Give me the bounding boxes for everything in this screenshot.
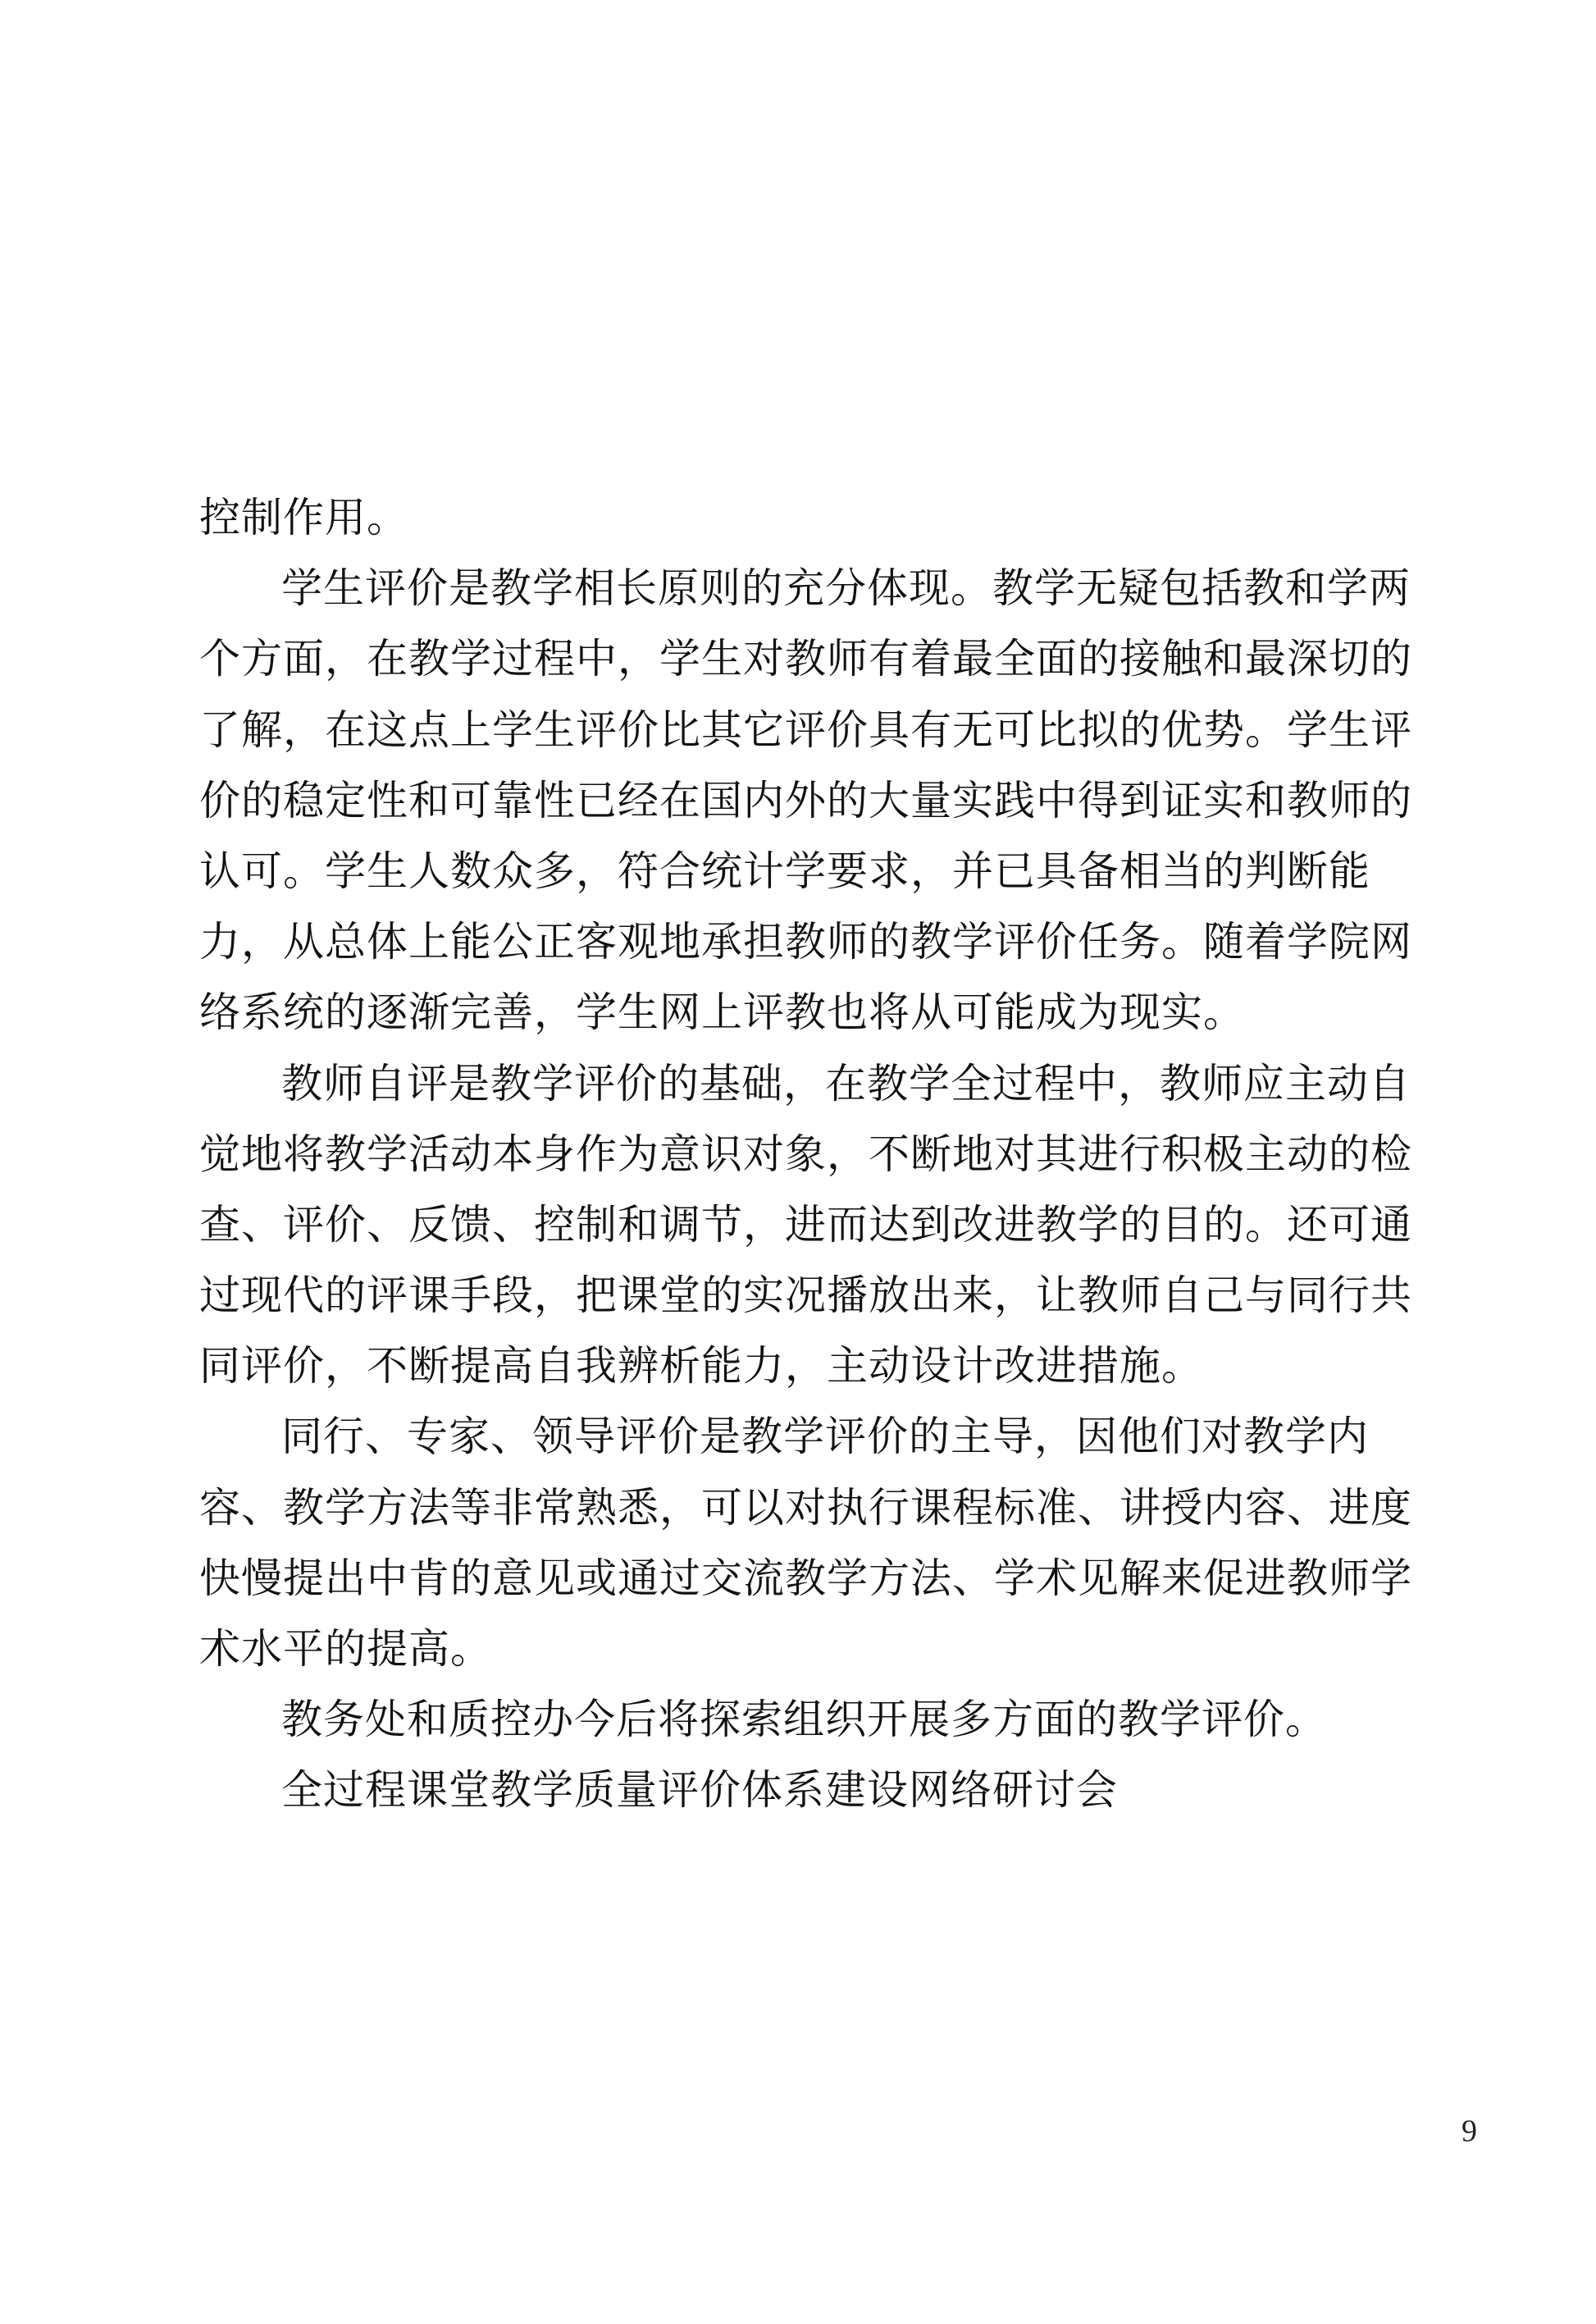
text-line: 快慢提出中肯的意见或通过交流教学方法、学术见解来促进教师学 (199, 1554, 1412, 1602)
text-line: 个方面，在教学过程中，学生对教师有着最全面的接触和最深切的 (199, 635, 1412, 683)
text-line: 术水平的提高。 (199, 1625, 492, 1673)
text-line: 教师自评是教学评价的基础，在教学全过程中，教师应主动自 (281, 1059, 1411, 1107)
text-line: 力，从总体上能公正客观地承担教师的教学评价任务。随着学院网 (199, 918, 1412, 966)
text-line: 教务处和质控办今后将探索组织开展多方面的教学评价。 (281, 1696, 1327, 1744)
text-line: 了解，在这点上学生评价比其它评价具有无可比拟的优势。学生评 (199, 705, 1412, 754)
text-line: 价的稳定性和可靠性已经在国内外的大量实践中得到证实和教师的 (199, 776, 1412, 824)
text-line: 过现代的评课手段，把课堂的实况播放出来，让教师自己与同行共 (199, 1272, 1412, 1320)
text-line: 同行、专家、领导评价是教学评价的主导，因他们对教学内 (281, 1413, 1369, 1461)
text-line: 同评价，不断提高自我辨析能力，主动设计改进措施。 (199, 1342, 1203, 1390)
text-line: 控制作用。 (199, 494, 408, 541)
text-line: 觉地将教学活动本身作为意识对象，不断地对其进行积极主动的检 (199, 1130, 1412, 1178)
page-number: 9 (1461, 2114, 1477, 2148)
body-text (199, 482, 1412, 1826)
text-line: 容、教学方法等非常熟悉，可以对执行课程标准、讲授内容、进度 (199, 1483, 1412, 1532)
text-line: 络系统的逐渐完善，学生网上评教也将从可能成为现实。 (199, 988, 1245, 1037)
text-line: 认可。学生人数众多，符合统计学要求，并已具备相当的判断能 (199, 847, 1370, 895)
text-line: 学生评价是教学相长原则的充分体现。教学无疑包括教和学两 (281, 564, 1411, 613)
text-line: 全过程课堂教学质量评价体系建设网络研讨会 (281, 1766, 1118, 1815)
text-line: 查、评价、反馈、控制和调节，进而达到改进教学的目的。还可通 (199, 1200, 1412, 1249)
